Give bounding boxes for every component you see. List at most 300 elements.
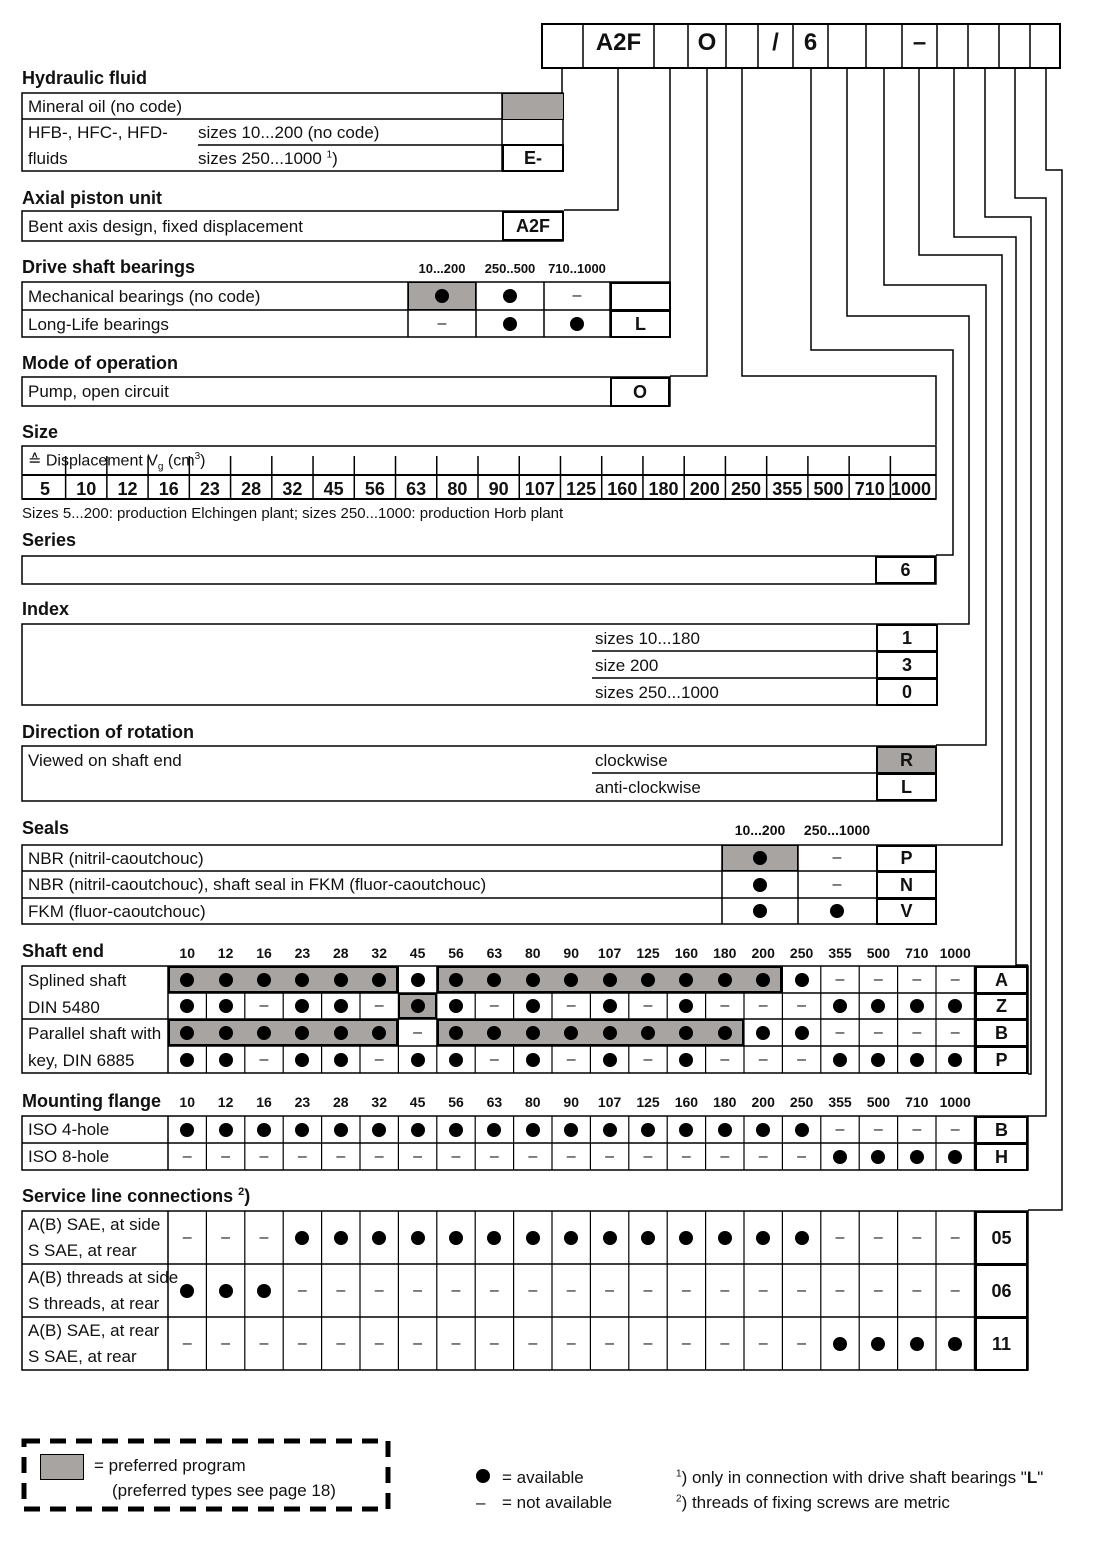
not-available-dash: – (489, 1281, 499, 1299)
seal-row-code: P (876, 845, 937, 872)
size-value: 200 (689, 479, 720, 499)
size-column-header: 32 (371, 1094, 387, 1110)
available-dot-icon (833, 1150, 847, 1164)
shaft-availability-cell (514, 966, 552, 993)
service-availability-cell (667, 1264, 705, 1317)
section-title-seals: Seals (22, 818, 70, 838)
not-available-dash: – (259, 1147, 269, 1165)
not-available-dash: – (528, 1281, 538, 1299)
available-dot-icon (257, 1123, 271, 1137)
service-row-label-a: A(B) threads at side (28, 1268, 179, 1287)
flange-availability-cell (936, 1143, 974, 1170)
available-dot-icon (257, 973, 271, 987)
service-availability-cell (859, 1317, 897, 1370)
available-dot-icon (295, 973, 309, 987)
size-value: 1000 (890, 479, 932, 499)
available-dot-icon (564, 973, 578, 987)
not-available-dash: – (221, 1334, 231, 1352)
header-code-box: O (697, 29, 717, 56)
service-availability-cell (475, 1317, 513, 1370)
axial-piston-code: A2F (502, 211, 564, 241)
header-code-box: – (912, 29, 927, 56)
section-title-size: Size (22, 422, 59, 442)
not-available-dash: – (297, 1334, 307, 1352)
shaft-availability-cell (936, 1046, 974, 1073)
available-dot-icon (449, 999, 463, 1013)
service-availability-cell (629, 1211, 667, 1264)
shaft-availability-cell (744, 966, 782, 993)
not-available-dash: – (182, 1334, 192, 1352)
shaft-availability-cell (706, 966, 744, 993)
size-column-header: 16 (256, 1094, 272, 1110)
available-dot-icon (334, 999, 348, 1013)
available-dot-icon (910, 999, 924, 1013)
available-dot-icon (679, 999, 693, 1013)
flange-availability-cell (360, 1143, 398, 1170)
available-dot-icon (411, 1123, 425, 1137)
size-value: 355 (772, 479, 803, 499)
service-row-label-a: A(B) SAE, at rear (28, 1321, 160, 1340)
available-dot-icon (756, 1123, 770, 1137)
service-availability-cell (667, 1317, 705, 1370)
not-available-dash: – (336, 1334, 346, 1352)
service-availability-cell (283, 1264, 321, 1317)
service-availability-cell (590, 1211, 628, 1264)
legend-available: = available (502, 1468, 584, 1487)
service-availability-cell (283, 1317, 321, 1370)
not-available-dash: – (221, 1147, 231, 1165)
flange-availability-cell (206, 1143, 244, 1170)
not-available-dash: – (720, 1334, 730, 1352)
legend-available-dot-icon (476, 1469, 490, 1488)
shaft-availability-cell (168, 1019, 206, 1046)
available-dot-icon (833, 1337, 847, 1351)
size-column-header: 710 (905, 945, 929, 961)
parallel-shaft-label-a: Parallel shaft with (28, 1024, 162, 1043)
service-row-label-b: S threads, at rear (28, 1294, 160, 1313)
size-value: 180 (648, 479, 679, 499)
service-availability-cell (552, 1264, 590, 1317)
seal-row-label: FKM (fluor-caoutchouc) (28, 902, 206, 921)
section-title-index: Index (22, 599, 70, 619)
size-column-header: 1000 (939, 945, 971, 961)
size-column-header: 56 (448, 1094, 464, 1110)
shaft-availability-cell (437, 966, 475, 993)
size-column-header: 16 (256, 945, 272, 961)
size-column-header: 10 (179, 1094, 195, 1110)
seal-availability-cell (722, 871, 798, 898)
flange-availability-cell (245, 1143, 283, 1170)
not-available-dash: – (374, 997, 384, 1014)
hfx-fluids-label-a: HFB-, HFC-, HFD- (28, 123, 168, 142)
not-available-dash: – (259, 997, 269, 1014)
not-available-dash: – (758, 1147, 768, 1165)
flange-availability-cell (437, 1116, 475, 1143)
shaft-availability-cell (322, 1019, 360, 1046)
section-title-rotation: Direction of rotation (22, 722, 194, 742)
size-column-header: 32 (371, 945, 387, 961)
shaft-availability-cell (859, 1046, 897, 1073)
size-column-header: 160 (674, 1094, 699, 1110)
section-title-mode: Mode of operation (22, 353, 178, 373)
available-dot-icon (679, 1026, 693, 1040)
shaft-availability-cell (859, 993, 897, 1019)
size-column-header: 500 (866, 945, 891, 961)
header-code-box: A2F (595, 29, 642, 56)
flange-availability-cell (744, 1116, 782, 1143)
size-value: 23 (199, 479, 220, 499)
shaft-availability-cell (859, 1019, 897, 1046)
available-dot-icon (411, 1053, 425, 1067)
service-availability-cell (706, 1264, 744, 1317)
flange-8hole-label: ISO 8-hole (28, 1147, 110, 1166)
shaft-availability-cell (552, 1046, 590, 1073)
service-availability-cell (437, 1317, 475, 1370)
shaft-availability-cell (475, 966, 513, 993)
shaft-availability-cell (283, 993, 321, 1019)
flange-availability-cell (590, 1116, 628, 1143)
size-value: 12 (117, 479, 138, 499)
available-dot-icon (449, 1026, 463, 1040)
mode-code: O (610, 377, 670, 407)
section-title-axial-piston: Axial piston unit (22, 188, 163, 208)
available-dot-icon (830, 904, 844, 918)
seal-row-code: N (876, 871, 937, 899)
not-available-dash: – (182, 1228, 192, 1246)
not-available-dash: – (797, 1281, 807, 1299)
drive-availability-cell (408, 310, 476, 337)
shaft-availability-cell (667, 966, 705, 993)
shaft-availability-cell (168, 993, 206, 1019)
shaft-availability-cell (782, 966, 820, 993)
section-title-hydraulic-fluid: Hydraulic fluid (22, 68, 148, 88)
service-availability-cell (821, 1317, 859, 1370)
size-column-header: 160 (674, 945, 699, 961)
not-available-dash: – (873, 1120, 883, 1138)
available-dot-icon (910, 1337, 924, 1351)
size-column-header: 107 (597, 1094, 622, 1110)
flange-availability-cell (667, 1143, 705, 1170)
service-availability-cell (667, 1211, 705, 1264)
size-column-header: 23 (294, 1094, 311, 1110)
not-available-dash: – (643, 1050, 653, 1068)
size-column-header: 125 (636, 945, 660, 961)
size-value: 56 (364, 479, 385, 499)
shaft-availability-cell (590, 1019, 628, 1046)
available-dot-icon (503, 317, 517, 331)
shaft-availability-cell (398, 1019, 436, 1046)
available-dot-icon (411, 999, 425, 1013)
seal-row-label: NBR (nitril-caoutchouc) (28, 849, 204, 868)
available-dot-icon (180, 973, 194, 987)
size-column-header: 45 (409, 945, 426, 961)
not-available-dash: – (832, 875, 842, 893)
flange-availability-cell (706, 1116, 744, 1143)
service-availability-cell (514, 1264, 552, 1317)
flange-availability-cell (898, 1143, 936, 1170)
available-dot-icon (295, 1053, 309, 1067)
available-dot-icon (564, 1231, 578, 1245)
drive-col-header-1: 10...200 (418, 261, 466, 276)
flange-availability-cell (821, 1116, 859, 1143)
not-available-dash: – (720, 1147, 730, 1165)
available-dot-icon (219, 999, 233, 1013)
available-dot-icon (180, 1284, 194, 1298)
size-column-header: 80 (525, 1094, 541, 1110)
shaft-availability-cell (629, 1046, 667, 1073)
legend-preferred-b: (preferred types see page 18) (112, 1481, 336, 1500)
hfx-fluids-label-b: fluids (28, 149, 68, 168)
drive-availability-cell (544, 282, 610, 310)
available-dot-icon (871, 1337, 885, 1351)
size-column-header: 28 (333, 945, 349, 961)
shaft-availability-cell (360, 966, 398, 993)
size-column-header: 80 (525, 945, 541, 961)
available-dot-icon (180, 1053, 194, 1067)
not-available-dash: – (259, 1228, 269, 1246)
service-availability-cell (898, 1211, 936, 1264)
not-available-dash: – (835, 1120, 845, 1138)
service-availability-cell (206, 1211, 244, 1264)
available-dot-icon (257, 1026, 271, 1040)
size-column-header: 90 (563, 945, 579, 961)
not-available-dash: – (489, 1050, 499, 1068)
service-availability-cell (936, 1211, 974, 1264)
size-column-header: 28 (333, 1094, 349, 1110)
service-availability-cell (706, 1317, 744, 1370)
not-available-dash: – (950, 1023, 960, 1041)
not-available-dash: – (950, 1281, 960, 1299)
shaft-row-code: B (975, 1019, 1028, 1047)
shaft-availability-cell (590, 966, 628, 993)
not-available-dash: – (758, 1281, 768, 1299)
available-dot-icon (449, 973, 463, 987)
section-title-drive-shaft: Drive shaft bearings (22, 257, 196, 277)
shaft-availability-cell (245, 993, 283, 1019)
not-available-dash: – (259, 1334, 269, 1352)
available-dot-icon (756, 1231, 770, 1245)
not-available-dash: – (681, 1334, 691, 1352)
shaft-availability-cell (322, 966, 360, 993)
available-dot-icon (334, 1053, 348, 1067)
service-availability-cell (744, 1264, 782, 1317)
drive-col-header-3: 710..1000 (548, 261, 606, 276)
available-dot-icon (718, 973, 732, 987)
service-availability-cell (552, 1317, 590, 1370)
flange-availability-cell (706, 1143, 744, 1170)
available-dot-icon (449, 1123, 463, 1137)
shaft-availability-cell (437, 993, 475, 1019)
not-available-dash: – (835, 1281, 845, 1299)
available-dot-icon (641, 973, 655, 987)
size-column-header: 250 (789, 945, 814, 961)
flange-availability-cell (936, 1116, 974, 1143)
not-available-dash: – (182, 1147, 192, 1165)
seal-availability-cell (798, 898, 876, 924)
service-availability-cell (821, 1211, 859, 1264)
shaft-availability-cell (629, 993, 667, 1019)
flange-availability-cell (437, 1143, 475, 1170)
size-column-header: 710 (905, 1094, 929, 1110)
service-availability-cell (360, 1211, 398, 1264)
shaft-availability-cell (667, 993, 705, 1019)
size-value: 5 (39, 479, 50, 499)
available-dot-icon (526, 999, 540, 1013)
available-dot-icon (334, 1026, 348, 1040)
shaft-availability-cell (245, 966, 283, 993)
available-dot-icon (180, 1123, 194, 1137)
available-dot-icon (833, 1053, 847, 1067)
available-dot-icon (871, 999, 885, 1013)
shaft-availability-cell (514, 993, 552, 1019)
drive-row-label: Long-Life bearings (28, 315, 169, 334)
shaft-availability-cell (475, 993, 513, 1019)
section-title-series: Series (22, 530, 77, 550)
shaft-availability-cell (283, 1046, 321, 1073)
shaft-row-code: A (975, 966, 1028, 994)
service-availability-cell (168, 1317, 206, 1370)
shaft-availability-cell (898, 993, 936, 1019)
shaft-availability-cell (514, 1046, 552, 1073)
available-dot-icon (756, 1026, 770, 1040)
service-availability-cell (245, 1211, 283, 1264)
service-row-label-b: S SAE, at rear (28, 1241, 137, 1260)
service-availability-cell (552, 1211, 590, 1264)
size-column-header: 107 (597, 945, 622, 961)
rotation-label: Viewed on shaft end (28, 751, 182, 770)
available-dot-icon (871, 1150, 885, 1164)
not-available-dash: – (950, 970, 960, 988)
available-dot-icon (603, 1053, 617, 1067)
not-available-dash: – (835, 1023, 845, 1041)
shaft-availability-cell (398, 1046, 436, 1073)
not-available-dash: – (451, 1334, 461, 1352)
available-dot-icon (718, 1231, 732, 1245)
not-available-dash: – (566, 1147, 576, 1165)
flange-availability-cell (859, 1143, 897, 1170)
seal-availability-cell (722, 845, 798, 871)
service-availability-cell (398, 1264, 436, 1317)
shaft-availability-cell (206, 993, 244, 1019)
available-dot-icon (180, 999, 194, 1013)
flange-availability-cell (898, 1116, 936, 1143)
size-value: 500 (813, 479, 844, 499)
service-availability-cell (936, 1264, 974, 1317)
shaft-availability-cell (552, 966, 590, 993)
available-dot-icon (487, 1123, 501, 1137)
splined-shaft-label-b: DIN 5480 (28, 998, 100, 1017)
index-row-code: 3 (876, 651, 938, 679)
seal-row-label: NBR (nitril-caoutchouc), shaft seal in FKM (fluor-caoutchouc) (28, 875, 487, 894)
service-availability-cell (245, 1317, 283, 1370)
size-column-header: 45 (409, 1094, 426, 1110)
available-dot-icon (219, 1053, 233, 1067)
shaft-availability-cell (206, 1046, 244, 1073)
series-code: 6 (875, 556, 936, 584)
not-available-dash: – (758, 997, 768, 1014)
section-title-service-line: Service line connections $^2$) (22, 1186, 251, 1206)
not-available-dash: – (643, 1147, 653, 1165)
footnote-1: $^1$) only in connection with drive shaft bearings "L" (676, 1468, 1044, 1487)
service-availability-cell (514, 1317, 552, 1370)
not-available-dash: – (413, 1281, 423, 1299)
available-dot-icon (334, 973, 348, 987)
flange-availability-cell (475, 1143, 513, 1170)
displacement-label: ≙ Displacement $V_g$ $(cm^3)$ (28, 451, 206, 473)
not-available-dash: – (489, 997, 499, 1014)
flange-availability-cell (245, 1116, 283, 1143)
not-available-dash: – (605, 1334, 615, 1352)
not-available-dash: – (413, 1023, 423, 1041)
not-available-dash: – (797, 1050, 807, 1068)
shaft-availability-cell (437, 1046, 475, 1073)
service-row-label-a: A(B) SAE, at side (28, 1215, 161, 1234)
size-value: 16 (158, 479, 179, 499)
available-dot-icon (449, 1231, 463, 1245)
not-available-dash: – (720, 1050, 730, 1068)
not-available-dash: – (720, 1281, 730, 1299)
service-availability-cell (360, 1317, 398, 1370)
available-dot-icon (948, 999, 962, 1013)
not-available-dash: – (489, 1334, 499, 1352)
shaft-availability-cell (437, 1019, 475, 1046)
size-value: 250 (731, 479, 762, 499)
drive-availability-cell (476, 282, 544, 310)
not-available-dash: – (413, 1147, 423, 1165)
shaft-availability-cell (590, 1046, 628, 1073)
size-column-header: 23 (294, 945, 311, 961)
not-available-dash: – (873, 1023, 883, 1041)
service-availability-cell (629, 1264, 667, 1317)
hfx-fluids-code: E- (502, 144, 564, 172)
available-dot-icon (219, 1284, 233, 1298)
shaft-availability-cell (245, 1019, 283, 1046)
shaft-availability-cell (898, 966, 936, 993)
flange-availability-cell (283, 1143, 321, 1170)
service-availability-cell (590, 1317, 628, 1370)
service-availability-cell (322, 1264, 360, 1317)
not-available-dash: – (832, 849, 842, 866)
service-row-code: 06 (975, 1264, 1028, 1318)
not-available-dash: – (221, 1228, 231, 1246)
not-available-dash: – (572, 287, 582, 304)
service-availability-cell (168, 1264, 206, 1317)
not-available-dash: – (873, 1228, 883, 1246)
mineral-oil-code (502, 93, 564, 120)
shaft-availability-cell (552, 993, 590, 1019)
service-availability-cell (782, 1211, 820, 1264)
not-available-dash: – (797, 997, 807, 1014)
available-dot-icon (603, 999, 617, 1013)
available-dot-icon (435, 289, 449, 303)
size-column-header: 355 (828, 1094, 852, 1110)
size-column-header: 200 (751, 945, 775, 961)
index-row-label: sizes 250...1000 (595, 683, 719, 702)
available-dot-icon (487, 1026, 501, 1040)
not-available-dash: – (873, 1281, 883, 1299)
not-available-dash: – (873, 970, 883, 988)
available-dot-icon (753, 878, 767, 892)
not-available-dash: – (950, 1120, 960, 1138)
available-dot-icon (871, 1053, 885, 1067)
shaft-availability-cell (936, 1019, 974, 1046)
splined-shaft-label-a: Splined shaft (28, 971, 127, 990)
drive-availability-cell (544, 310, 610, 337)
shaft-availability-cell (821, 1046, 859, 1073)
shaft-row-code: P (975, 1046, 1028, 1074)
seal-availability-cell (798, 871, 876, 898)
preferred-swatch (40, 1454, 84, 1480)
